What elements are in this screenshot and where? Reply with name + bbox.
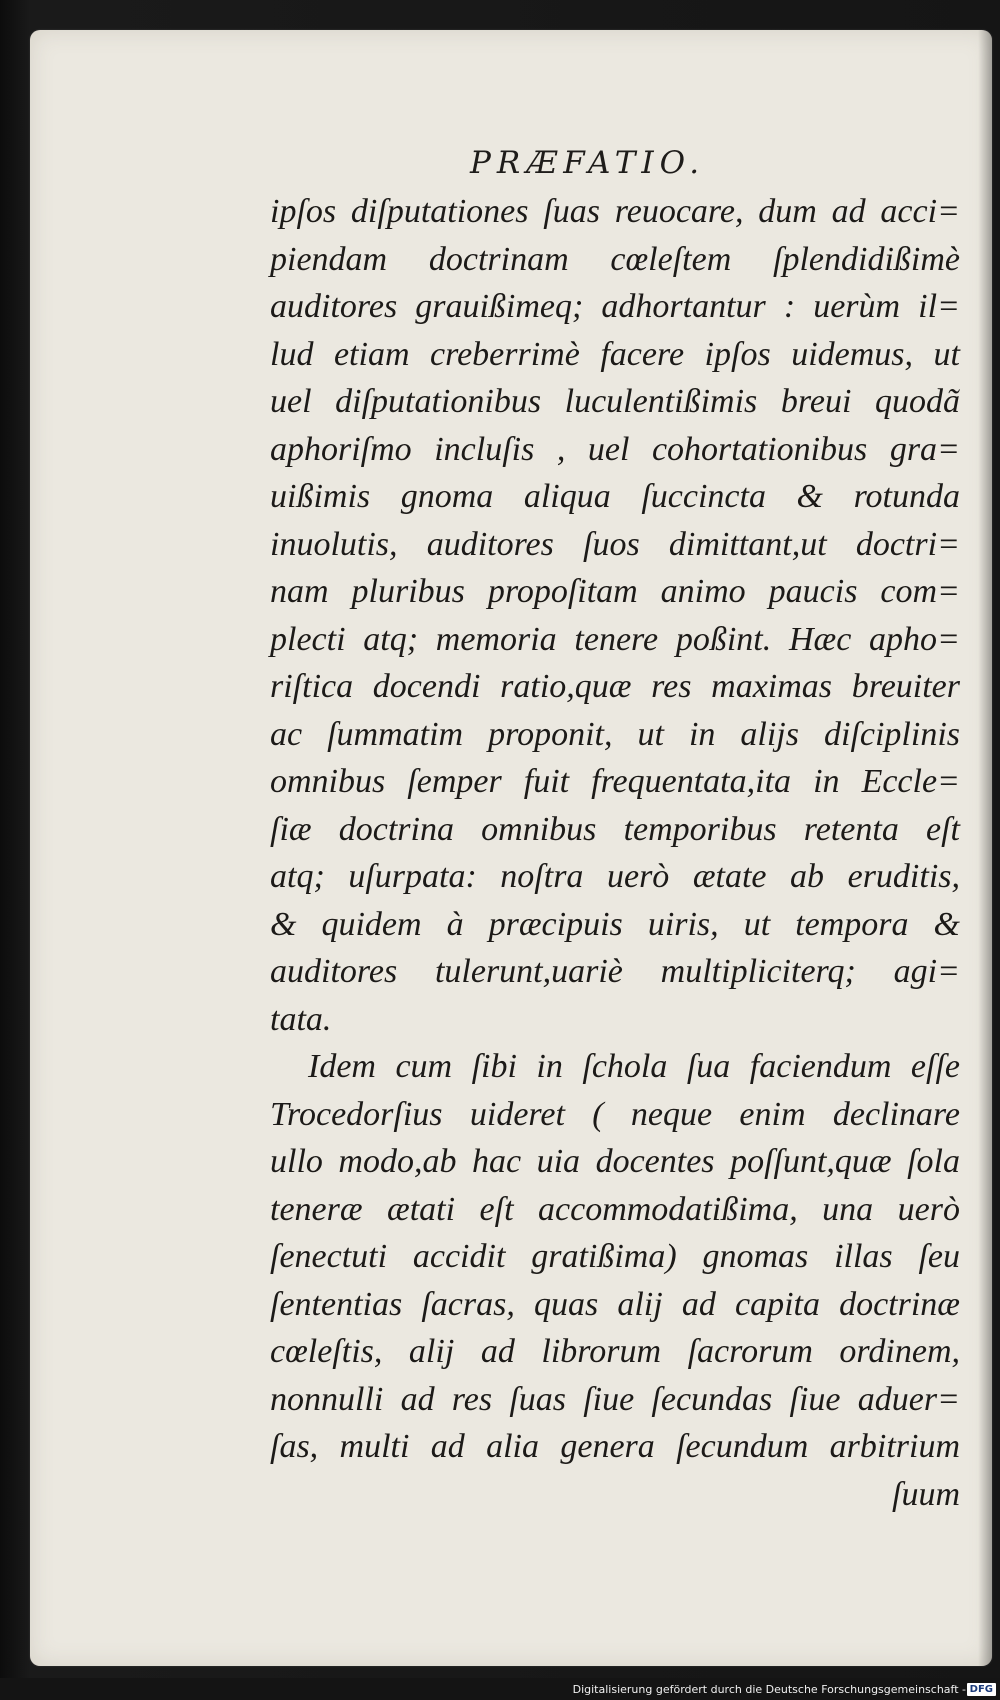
text-line: atq; uſurpata: noſtra uerò ætate ab eruditis,: [270, 858, 960, 895]
text-line: Trocedorſius uideret ( neque enim declinare: [270, 1095, 960, 1133]
text-line: riſtica docendi ratio,quæ res maximas breuiter: [270, 668, 960, 705]
digitization-credit: Digitalisierung gefördert durch die Deutsche Forschungsgemeinschaft -: [572, 1683, 966, 1696]
text-line: inuolutis, auditores ſuos dimittant,ut doctri=: [270, 525, 960, 563]
text-line: nonnulli ad res ſuas ſiue ſecundas ſiue aduer=: [270, 1380, 960, 1418]
running-head: PRÆFATIO.: [470, 145, 706, 181]
text-line: ſenectuti accidit gratißima) gnomas illas ſeu: [270, 1238, 960, 1275]
text-line: ſiæ doctrina omnibus temporibus retenta eſt: [270, 810, 960, 848]
catchword: ſuum: [892, 1475, 960, 1513]
text-line: ac ſummatim proponit, ut in alijs diſciplinis: [270, 715, 960, 753]
text-line: ipſos diſputationes ſuas reuocare, dum ad acci=: [270, 193, 960, 230]
text-line: ſententias ſacras, quas alij ad capita doctrinæ: [270, 1285, 960, 1323]
text-line: uel diſputationibus luculentißimis breui quodã: [270, 383, 960, 420]
book-page: [30, 30, 992, 1666]
text-line: lud etiam creberrimè facere ipſos uidemus, ut: [270, 335, 960, 373]
text-line: tata.: [270, 1000, 332, 1038]
text-line: uißimis gnoma aliqua ſuccincta & rotunda: [270, 478, 960, 515]
text-line: ullo modo,ab hac uia docentes poſſunt,quæ ſola: [270, 1143, 960, 1180]
footer-bar: [0, 1678, 1000, 1700]
text-line: nam pluribus propoſitam animo paucis com=: [270, 573, 960, 610]
text-line: auditores grauißimeq; adhortantur : uerùm il=: [270, 288, 960, 325]
text-line: piendam doctrinam cœleſtem ſplendidißimè: [270, 240, 960, 278]
page-edge-shadow: [978, 30, 992, 1666]
text-line: cœleſtis, alij ad librorum ſacrorum ordinem,: [270, 1333, 960, 1370]
text-line: aphoriſmo incluſis , uel cohortationibus gra=: [270, 430, 960, 468]
dfg-logo-icon: DFG: [967, 1683, 996, 1696]
text-line: omnibus ſemper fuit frequentata,ita in Eccle=: [270, 763, 960, 800]
text-line: plecti atq; memoria tenere poßint. Hæc apho=: [270, 620, 960, 658]
text-line: auditores tulerunt,uariè multipliciterq; agi=: [270, 953, 960, 990]
text-line: & quidem à præcipuis uiris, ut tempora &: [270, 905, 960, 943]
text-line: Idem cum ſibi in ſchola ſua faciendum eſſe: [308, 1048, 960, 1085]
text-line: teneræ ætati eſt accommodatißima, una uerò: [270, 1190, 960, 1228]
text-line: ſas, multi ad alia genera ſecundum arbitrium: [270, 1428, 960, 1465]
text-block: [270, 188, 960, 1518]
